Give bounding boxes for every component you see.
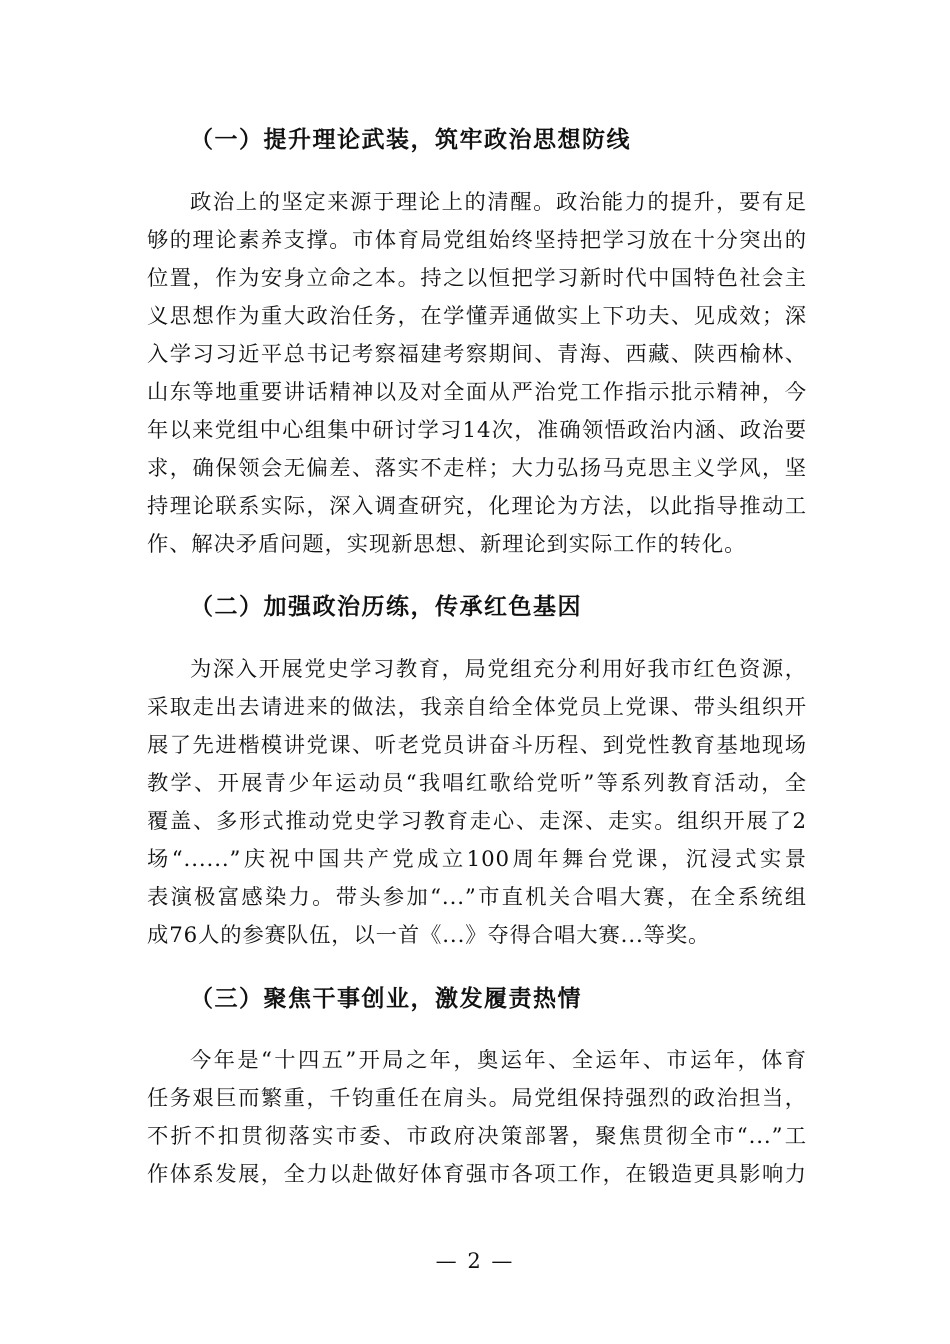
paragraph-line: 采取走出去请进来的做法，我亲自给全体党员上党课、带头组织开 (147, 695, 807, 720)
section-3-paragraph (147, 1042, 807, 1194)
paragraph-line: 展了先进楷模讲党课、听老党员讲奋斗历程、到党性教育基地现场 (147, 733, 807, 758)
paragraph-line: 为深入开展党史学习教育，局党组充分利用好我市红色资源， (190, 657, 807, 682)
paragraph-line: 作、解决矛盾问题，实现新思想、新理论到实际工作的转化。 (147, 532, 747, 557)
section-3-heading: （三）聚焦干事创业，激发履责热情 (190, 986, 582, 1012)
paragraph-line: 山东等地重要讲话精神以及对全面从严治党工作指示批示精神，今 (147, 380, 807, 405)
paragraph-line: 成76人的参赛队伍，以一首《...》夺得合唱大赛...等奖。 (147, 923, 711, 948)
paragraph-line: 持理论联系实际，深入调查研究，化理论为方法，以此指导推动工 (147, 494, 807, 519)
section-1-heading: （一）提升理论武装，筑牢政治思想防线 (190, 127, 631, 153)
paragraph-line: 任务艰巨而繁重，千钧重任在肩头。局党组保持强烈的政治担当， (147, 1086, 807, 1111)
paragraph-line: 义思想作为重大政治任务，在学懂弄通做实上下功夫、见成效；深 (147, 304, 807, 329)
paragraph-line: 入学习习近平总书记考察福建考察期间、青海、西藏、陕西榆林、 (147, 342, 807, 367)
section-2-heading: （二）加强政治历练，传承红色基因 (190, 594, 582, 620)
paragraph-line: 场“......”庆祝中国共产党成立100周年舞台党课，沉浸式实景 (147, 847, 807, 872)
section-2-paragraph (147, 651, 807, 955)
paragraph-line: 政治上的坚定来源于理论上的清醒。政治能力的提升，要有足 (190, 190, 807, 215)
page-number: — 2 — (435, 1249, 515, 1273)
paragraph-line: 年以来党组中心组集中研讨学习14次，准确领悟政治内涵、政治要 (147, 418, 807, 443)
paragraph-line: 覆盖、多形式推动党史学习教育走心、走深、走实。组织开展了2 (147, 809, 807, 834)
paragraph-line: 位置，作为安身立命之本。持之以恒把学习新时代中国特色社会主 (147, 266, 807, 291)
paragraph-line: 求，确保领会无偏差、落实不走样；大力弘扬马克思主义学风，坚 (147, 456, 807, 481)
paragraph-line: 教学、开展青少年运动员“我唱红歌给党听”等系列教育活动，全 (147, 771, 807, 796)
section-1-paragraph (147, 184, 807, 564)
paragraph-line: 不折不扣贯彻落实市委、市政府决策部署，聚焦贯彻全市“...”工 (147, 1124, 807, 1149)
paragraph-line: 表演极富感染力。带头参加“...”市直机关合唱大赛，在全系统组 (147, 885, 807, 910)
paragraph-line: 够的理论素养支撑。市体育局党组始终坚持把学习放在十分突出的 (147, 228, 807, 253)
paragraph-line: 今年是“十四五”开局之年，奥运年、全运年、市运年，体育 (190, 1048, 807, 1073)
paragraph-line: 作体系发展，全力以赴做好体育强市各项工作，在锻造更具影响力 (147, 1162, 807, 1187)
